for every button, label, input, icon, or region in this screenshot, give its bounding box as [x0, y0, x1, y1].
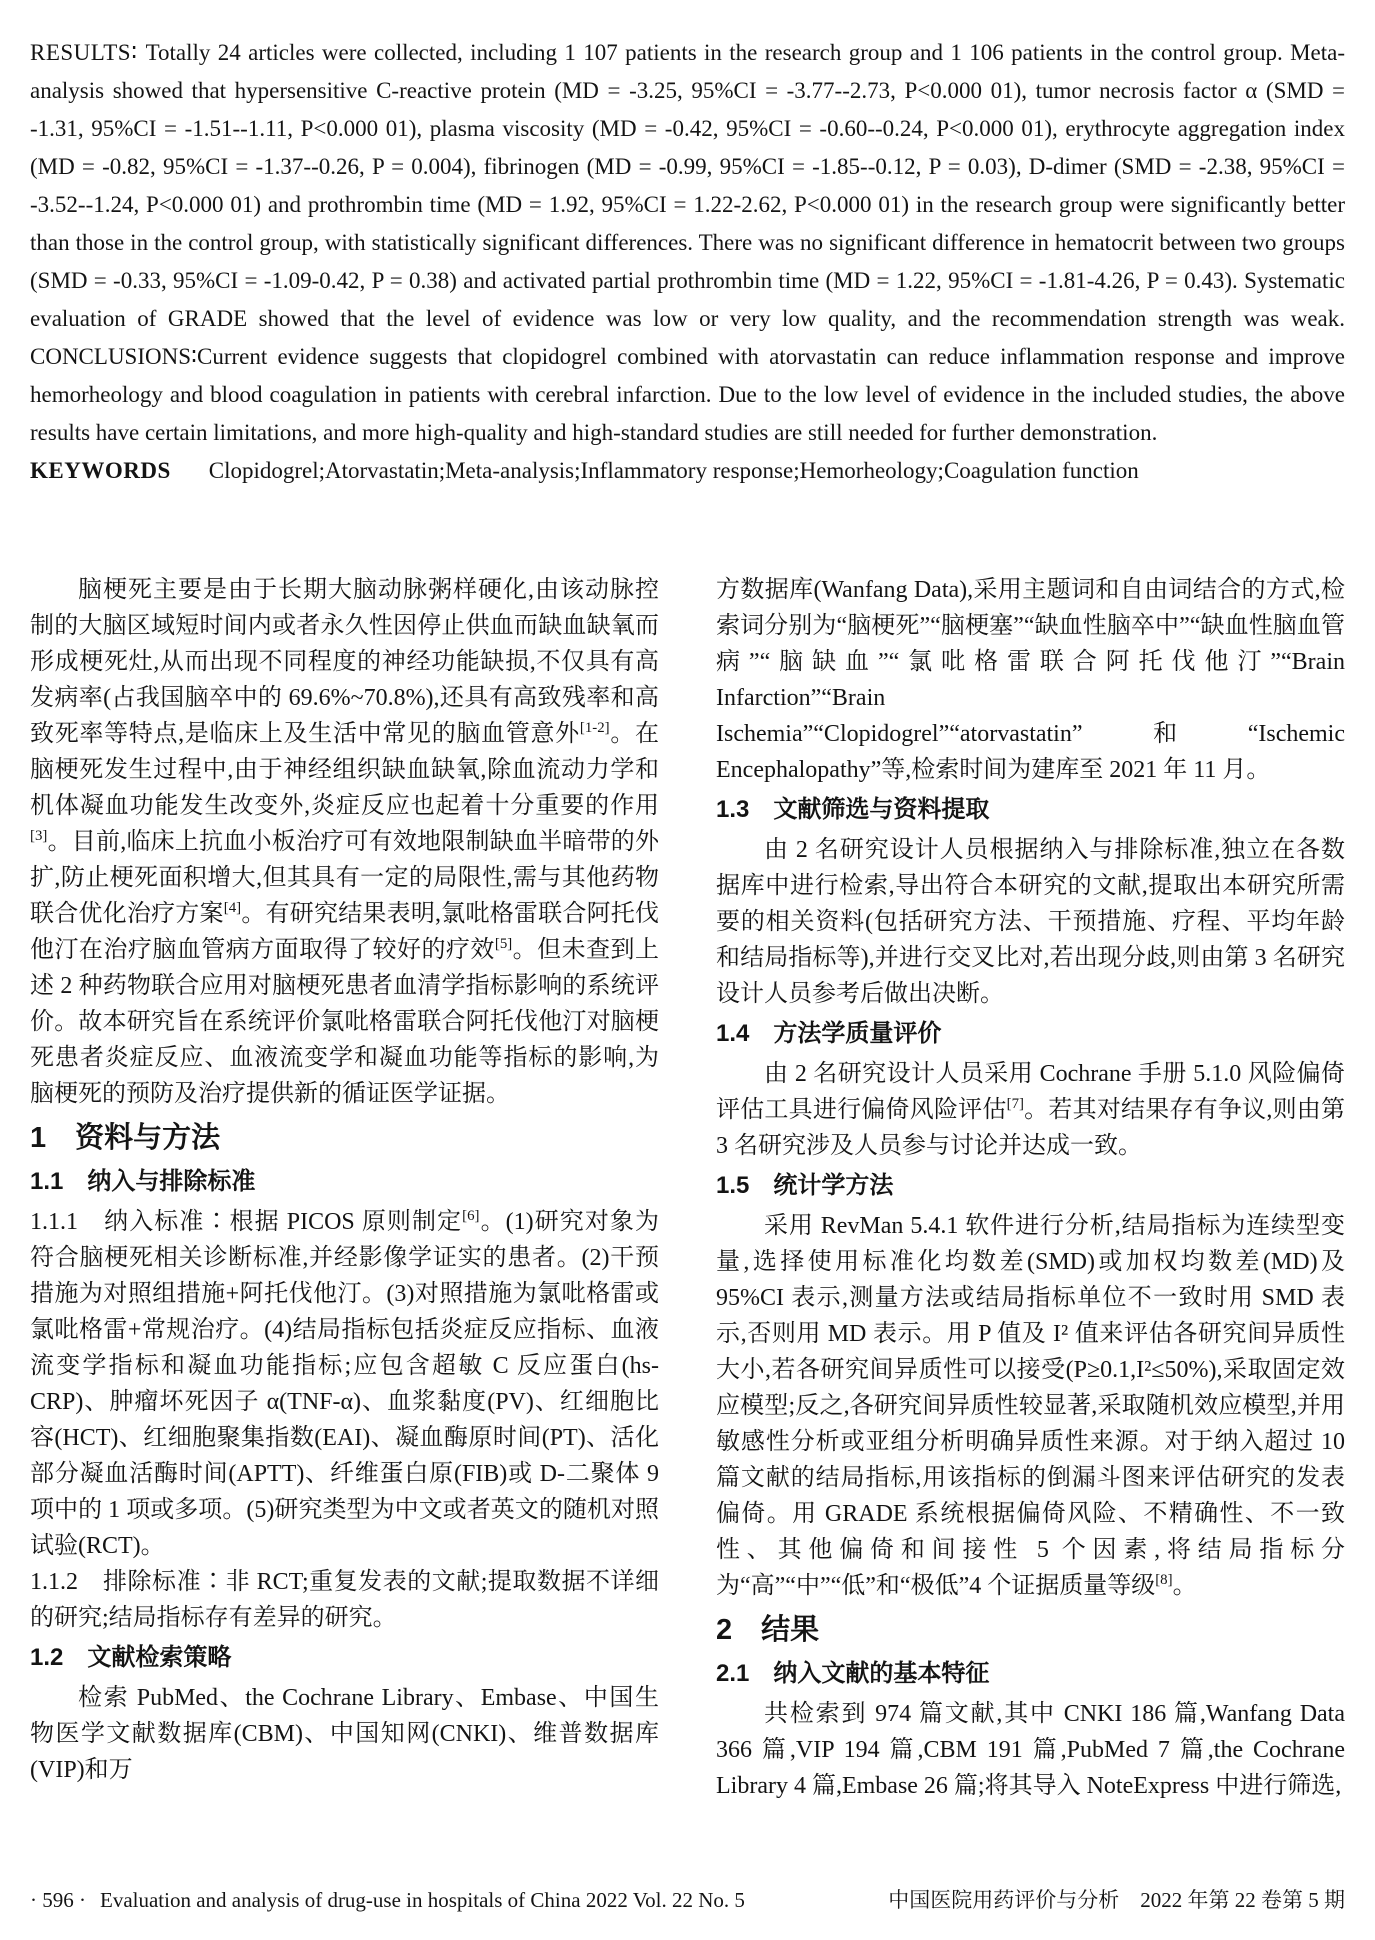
- results-text: Totally 24 articles were collected, including 1 107 patients in the research group and 1 106 patients in the control group. Meta-analysis showed that hypersensitive C-reactive protein (MD = -3.25, 95%CI = -3.77--2.73, P<0.000 01), tumor necrosis factor α (SMD = -1.31, 95%CI = -1.51--1.11, P<0.000 01), plasma viscosity (MD = -0.42, 95%CI = -0.60--0.24, P<0.000 01), erythrocyte aggregation index (MD = -0.82, 95%CI = -1.37--0.26, P = 0.004), fibrinogen (MD = -0.99, 95%CI = -1.85--0.12, P = 0.03), D-dimer (SMD = -2.38, 95%CI = -3.52--1.24, P<0.000 01) and prothrombin time (MD = 1.92, 95%CI = 1.22-2.62, P<0.000 01) in the research group were significantly better than those in the control group, with statistically significant differences. There was no significant difference in hematocrit between two groups (SMD = -0.33, 95%CI = -1.09-0.42, P = 0.38) and activated partial prothrombin time (MD = 1.22, 95%CI = -1.81-4.26, P = 0.43). Systematic evaluation of GRADE showed that the level of evidence was low or very low quality, and the recommendation strength was weak. CONCLUSIONS∶Current evidence suggests that clopidogrel combined with atorvastatin can reduce inflammation response and improve hemorheology and blood coagulation in patients with cerebral infarction. Due to the low level of evidence in the included studies, the above results have certain limitations, and more high-quality and high-standard studies are still needed for further demonstration.: [30, 40, 1345, 445]
- footer-journal-en: Evaluation and analysis of drug-use in hospitals of China 2022 Vol. 22 No. 5: [100, 1888, 745, 1912]
- abstract-results-paragraph: [30, 34, 1345, 452]
- reference-marker: [6]: [462, 1208, 480, 1224]
- left-column: [30, 572, 659, 1804]
- section-heading: 1.1 纳入与排除标准: [30, 1168, 256, 1195]
- reference-marker: [8]: [1155, 1572, 1173, 1588]
- section-heading: 1.2 文献检索策略: [30, 1644, 232, 1671]
- body-paragraph: 方数据库(Wanfang Data),采用主题词和自由词结合的方式,检索词分别为“脑梗死”“脑梗塞”“缺血性脑卒中”“缺血性脑血管病”“脑缺血”“氯吡格雷联合阿托伐他汀”“Brain Infarction”“Brain Ischemia”“Clopidogrel”“atorvastatin”和“Ischemic Encephalopathy”等,检索时间为建库至 2021 年 11 月。: [716, 577, 1345, 783]
- section-heading: 1.5 统计学方法: [716, 1172, 894, 1199]
- footer-journal-cn: 中国医院用药评价与分析 2022 年第 22 卷第 5 期: [888, 1888, 1345, 1912]
- abstract-keywords-paragraph: [30, 452, 1345, 490]
- article-body: [30, 572, 1345, 1804]
- body-paragraph: 1.1.1 纳入标准∶根据 PICOS 原则制定[6]。(1)研究对象为符合脑梗死相关诊断标准,并经影像学证实的患者。(2)干预措施为对照组措施+阿托伐他汀。(3)对照措施为氯吡格雷或氯吡格雷+常规治疗。(4)结局指标包括炎症反应指标、血液流变学指标和凝血功能指标;应包含超敏 C 反应蛋白(hs-CRP)、肿瘤坏死因子 α(TNF-α)、血浆黏度(PV)、红细胞比容(HCT)、红细胞聚集指数(EAI)、凝血酶原时间(PT)、活化部分凝血活酶时间(APTT)、纤维蛋白原(FIB)或 D-二聚体 9 项中的 1 项或多项。(5)研究类型为中文或者英文的随机对照试验(RCT)。: [30, 1208, 660, 1559]
- section-heading: 1.4 方法学质量评价: [716, 1020, 942, 1047]
- body-paragraph: 共检索到 974 篇文献,其中 CNKI 186 篇,Wanfang Data 366 篇,VIP 194 篇,CBM 191 篇,PubMed 7 篇,the Cochrane Library 4 篇,Embase 26 篇;将其导入 NoteExpress 中进行筛选,: [716, 1701, 1345, 1799]
- footer-left: [30, 1886, 745, 1914]
- reference-marker: [4]: [223, 900, 242, 916]
- section-heading: 2 结果: [716, 1614, 820, 1646]
- page-footer: [30, 1886, 1345, 1914]
- section-heading: 2.1 纳入文献的基本特征: [716, 1660, 990, 1687]
- reference-marker: [7]: [1006, 1096, 1024, 1112]
- body-paragraph: 脑梗死主要是由于长期大脑动脉粥样硬化,由该动脉控制的大脑区域短时间内或者永久性因停止供血而缺血缺氧而形成梗死灶,从而出现不同程度的神经功能缺损,不仅具有高发病率(占我国脑卒中的 69.6%~70.8%),还具有高致残率和高致死率等特点,是临床上及生活中常见的脑血管意外[1-2]。在脑梗死发生过程中,由于神经组织缺血缺氧,除血流动力学和机体凝血功能发生改变外,炎症反应也起着十分重要的作用[3]。目前,临床上抗血小板治疗可有效地限制缺血半暗带的外扩,防止梗死面积增大,但其具有一定的局限性,需与其他药物联合优化治疗方案[4]。有研究结果表明,氯吡格雷联合阿托伐他汀在治疗脑血管病方面取得了较好的疗效[5]。但未查到上述 2 种药物联合应用对脑梗死患者血清学指标影响的系统评价。故本研究旨在系统评价氯吡格雷联合阿托伐他汀对脑梗死患者炎症反应、血液流变学和凝血功能等指标的影响,为脑梗死的预防及治疗提供新的循证医学证据。: [30, 577, 660, 1107]
- abstract-section: [30, 34, 1345, 490]
- reference-marker: [3]: [30, 828, 48, 844]
- results-label: RESULTS∶: [30, 40, 138, 65]
- reference-marker: [5]: [494, 936, 513, 952]
- section-heading: 1 资料与方法: [30, 1122, 221, 1154]
- keywords-label: KEYWORDS: [30, 458, 171, 483]
- body-paragraph: 1.1.2 排除标准∶非 RCT;重复发表的文献;提取数据不详细的研究;结局指标存有差异的研究。: [30, 1569, 659, 1631]
- right-column: [716, 572, 1345, 1804]
- body-paragraph: 由 2 名研究设计人员采用 Cochrane 手册 5.1.0 风险偏倚评估工具进行偏倚风险评估[7]。若其对结果存有争议,则由第 3 名研究涉及人员参与讨论并达成一致。: [716, 1061, 1346, 1159]
- page-number: · 596 ·: [30, 1888, 86, 1912]
- body-paragraph: 检索 PubMed、the Cochrane Library、Embase、中国生物医学文献数据库(CBM)、中国知网(CNKI)、维普数据库(VIP)和万: [30, 1685, 659, 1783]
- body-paragraph: 采用 RevMan 5.4.1 软件进行分析,结局指标为连续型变量,选择使用标准化均数差(SMD)或加权均数差(MD)及 95%CI 表示,测量方法或结局指标单位不一致时用 SMD 表示,否则用 MD 表示。用 P 值及 I² 值来评估各研究间异质性大小,若各研究间异质性可以接受(P≥0.1,I²≤50%),采取固定效应模型;反之,各研究间异质性较显著,采取随机效应模型,并用敏感性分析或亚组分析明确异质性来源。对于纳入超过 10 篇文献的结局指标,用该指标的倒漏斗图来评估研究的发表偏倚。用 GRADE 系统根据偏倚风险、不精确性、不一致性、其他偏倚和间接性 5 个因素,将结局指标分为“高”“中”“低”和“极低”4 个证据质量等级[8]。: [716, 1213, 1345, 1599]
- body-paragraph: 由 2 名研究设计人员根据纳入与排除标准,独立在各数据库中进行检索,导出符合本研究的文献,提取出本研究所需要的相关资料(包括研究方法、干预措施、疗程、平均年龄和结局指标等),并进行交叉比对,若出现分歧,则由第 3 名研究设计人员参考后做出决断。: [716, 837, 1345, 1007]
- section-heading: 1.3 文献筛选与资料提取: [716, 796, 990, 823]
- keywords-text: Clopidogrel;Atorvastatin;Meta-analysis;Inflammatory response;Hemorheology;Coagulation function: [208, 458, 1139, 483]
- reference-marker: [1-2]: [579, 720, 610, 736]
